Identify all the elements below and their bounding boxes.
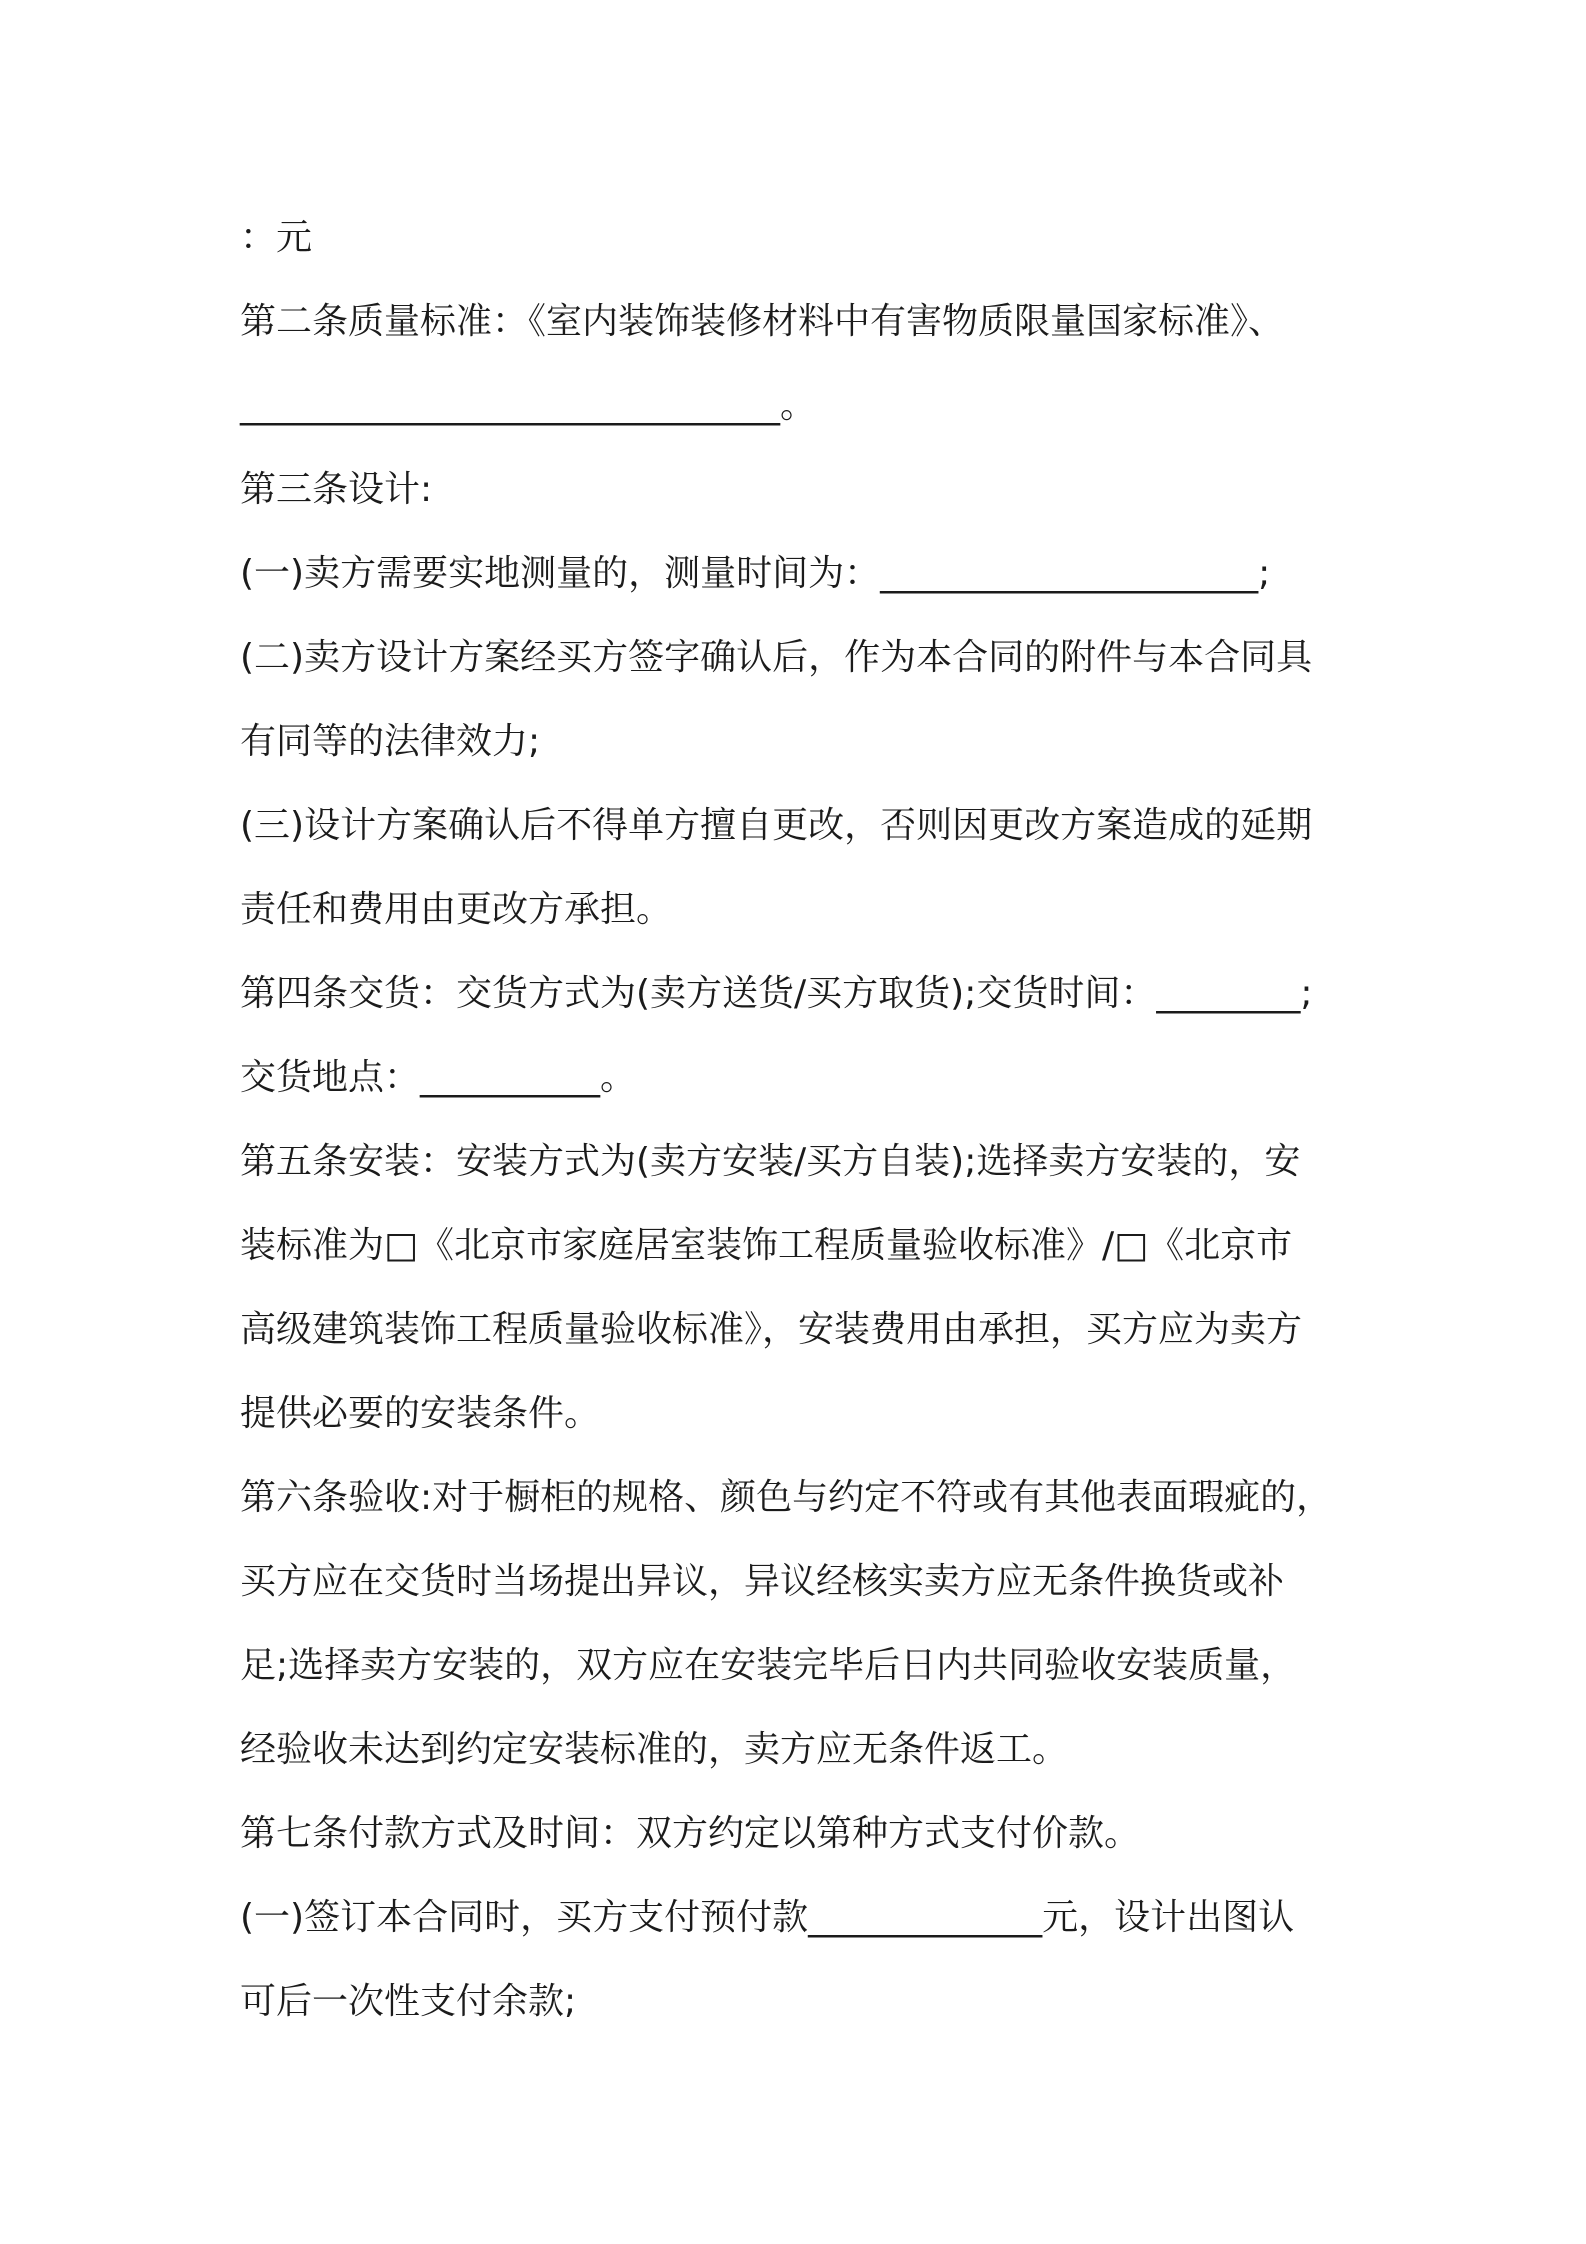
contract-text (240, 196, 1360, 2044)
text-line: 第六条验收:对于橱柜的规格、颜色与约定不符或有其他表面瑕疵的， (240, 1477, 1333, 1518)
text-line: (一)卖方需要实地测量的，测量时间为：_____________________; (240, 553, 1271, 594)
text-line: ______________________________。 (240, 385, 816, 426)
text-line: (二)卖方设计方案经买方签字确认后，作为本合同的附件与本合同具 (240, 637, 1313, 678)
text-line: 提供必要的安装条件。 (240, 1393, 601, 1434)
text-line: 第四条交货：交货方式为(卖方送货/买方取货);交货时间：________; (240, 973, 1313, 1014)
text-line: 可后一次性支付余款; (240, 1981, 577, 2022)
text-line: 第三条设计: (240, 469, 433, 510)
text-line: (一)签订本合同时，买方支付预付款_____________元，设计出图认 (240, 1897, 1295, 1938)
text-line: 装标准为□《北京市家庭居室装饰工程质量验收标准》/□《北京市 (240, 1225, 1293, 1266)
text-line: 交货地点：__________。 (240, 1057, 637, 1098)
text-line: 责任和费用由更改方承担。 (240, 889, 673, 930)
text-line: 足;选择卖方安装的，双方应在安装完毕后日内共同验收安装质量， (240, 1645, 1297, 1686)
text-line: 第二条质量标准：《室内装饰装修材料中有害物质限量国家标准》、 (240, 301, 1285, 342)
text-line: (三)设计方案确认后不得单方擅自更改，否则因更改方案造成的延期 (240, 805, 1313, 846)
text-line: ：元 (240, 217, 313, 258)
text-line: 第五条安装：安装方式为(卖方安装/买方自装);选择卖方安装的，安 (240, 1141, 1301, 1182)
text-line: 经验收未达到约定安装标准的，卖方应无条件返工。 (240, 1729, 1069, 1770)
text-line: 第七条付款方式及时间：双方约定以第种方式支付价款。 (240, 1813, 1141, 1854)
text-line: 买方应在交货时当场提出异议，异议经核实卖方应无条件换货或补 (240, 1561, 1285, 1602)
text-line: 高级建筑装饰工程质量验收标准》，安装费用由承担，买方应为卖方 (240, 1309, 1303, 1350)
text-line: 有同等的法律效力; (240, 721, 541, 762)
